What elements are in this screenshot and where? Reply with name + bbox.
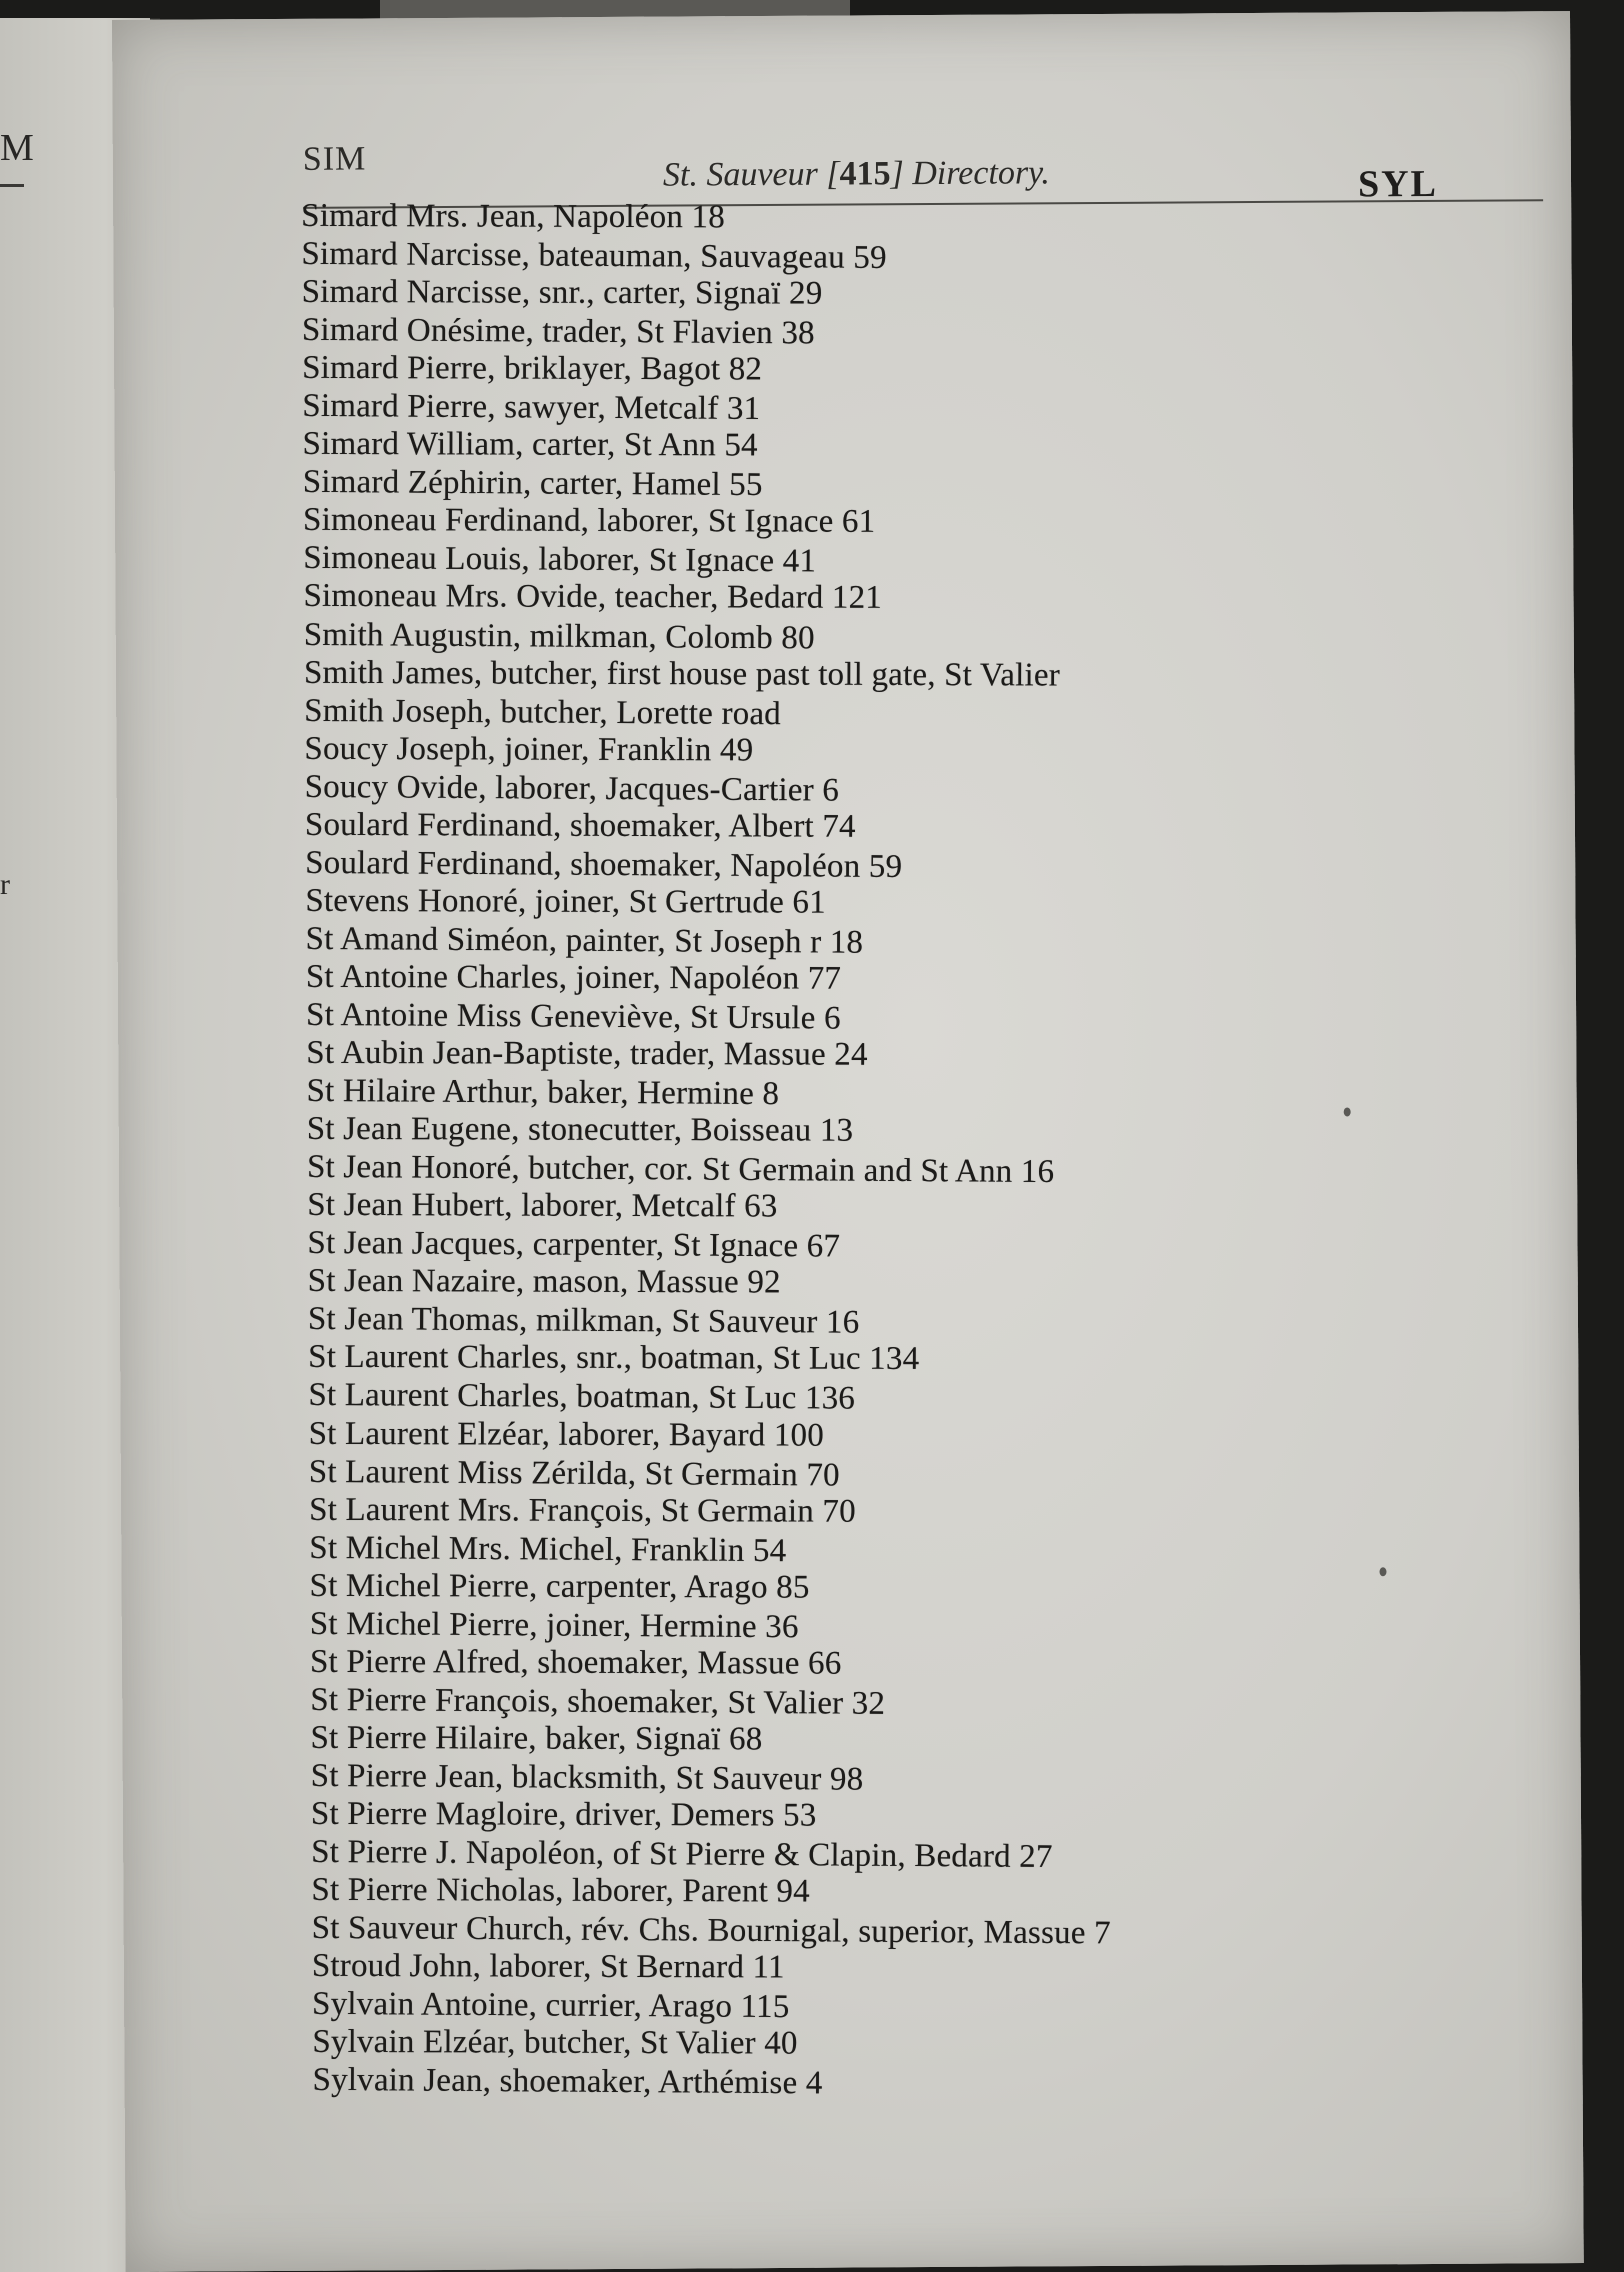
directory-entry: Soucy Joseph, joiner, Franklin 49 <box>304 730 754 769</box>
directory-entry: Simard Pierre, briklayer, Bagot 82 <box>302 350 763 388</box>
previous-page-rule <box>0 184 24 187</box>
directory-entry: St Antoine Charles, joiner, Napoléon 77 <box>305 958 842 997</box>
directory-entry: Simard Zéphirin, carter, Hamel 55 <box>302 464 763 504</box>
directory-entry: St Laurent Elzéar, laborer, Bayard 100 <box>308 1415 825 1454</box>
directory-entry: Simard Narcisse, bateauman, Sauvageau 59 <box>301 235 887 276</box>
directory-entry: Simoneau Ferdinand, laborer, St Ignace 61 <box>302 502 876 541</box>
directory-entry: Sylvain Elzéar, butcher, St Valier 40 <box>312 2024 798 2062</box>
directory-entry: St Jean Nazaire, mason, Massue 92 <box>307 1263 781 1301</box>
directory-entry: St Jean Hubert, laborer, Metcalf 63 <box>307 1187 778 1225</box>
running-head-right: SYL <box>1357 162 1439 206</box>
directory-entry: St Jean Honoré, butcher, cor. St Germain and St Ann 16 <box>306 1149 1055 1191</box>
directory-entry: St Sauveur Church, rév. Chs. Bournigal, superior, Massue 7 <box>311 1909 1111 1952</box>
directory-entry: Sylvain Jean, shoemaker, Arthémise 4 <box>312 2062 823 2102</box>
directory-entry: Simard Mrs. Jean, Napoléon 18 <box>301 197 725 236</box>
running-head-title-suffix: ] Directory. <box>890 154 1050 193</box>
directory-entry: St Laurent Mrs. François, St Germain 70 <box>309 1491 856 1530</box>
directory-entry: St Pierre Magloire, driver, Demers 53 <box>310 1795 817 1834</box>
running-head-title <box>663 154 1050 194</box>
directory-entry: St Hilaire Arthur, baker, Hermine 8 <box>306 1072 780 1113</box>
directory-entry: St Pierre Alfred, shoemaker, Massue 66 <box>309 1643 842 1682</box>
running-head-title-prefix: St. Sauveur [ <box>662 155 840 194</box>
directory-entry: St Aubin Jean-Baptiste, trader, Massue 24 <box>306 1034 868 1073</box>
directory-entry: St Jean Thomas, milkman, St Sauveur 16 <box>307 1301 860 1342</box>
directory-entry: Simard Narcisse, snr., carter, Signaï 29 <box>301 273 823 312</box>
directory-entry: St Michel Pierre, carpenter, Arago 85 <box>309 1567 810 1606</box>
running-head <box>112 11 1571 220</box>
directory-entry: Simoneau Louis, laborer, St Ignace 41 <box>303 540 817 580</box>
directory-entry: Smith Joseph, butcher, Lorette road <box>304 692 782 732</box>
directory-entry: Sylvain Antoine, currier, Arago 115 <box>311 1986 790 2026</box>
running-head-left: SIM <box>302 140 367 178</box>
directory-entry: St Laurent Charles, boatman, St Luc 136 <box>308 1377 856 1418</box>
directory-entry: St Michel Pierre, joiner, Hermine 36 <box>309 1605 799 1645</box>
paper-speck <box>1379 1567 1386 1576</box>
directory-entry: Soulard Ferdinand, shoemaker, Albert 74 <box>304 806 856 845</box>
directory-entry: St Pierre Hilaire, baker, Signaï 68 <box>310 1719 763 1758</box>
directory-entry: St Michel Mrs. Michel, Franklin 54 <box>309 1529 787 1569</box>
directory-entry: St Pierre Jean, blacksmith, St Sauveur 98 <box>310 1757 864 1798</box>
page-number: 415 <box>839 155 891 193</box>
directory-entry: Soucy Ovide, laborer, Jacques-Cartier 6 <box>304 768 840 809</box>
directory-entry: St Jean Jacques, carpenter, St Ignace 67 <box>307 1225 841 1265</box>
directory-entry: Simard William, carter, St Ann 54 <box>302 426 758 464</box>
directory-entry: St Pierre Nicholas, laborer, Parent 94 <box>311 1871 810 1910</box>
directory-entry: Smith James, butcher, first house past toll gate, St Valier <box>303 654 1060 694</box>
previous-page-margin-text: r <box>0 868 10 901</box>
directory-entry: St Laurent Miss Zérilda, St Germain 70 <box>308 1453 840 1494</box>
directory-entry: St Pierre J. Napoléon, of St Pierre & Clapin, Bedard 27 <box>311 1833 1053 1876</box>
directory-entry: Stroud John, laborer, St Bernard 11 <box>311 1947 785 1986</box>
directory-entry: St Antoine Miss Geneviève, St Ursule 6 <box>305 996 841 1037</box>
paper-speck <box>1344 1107 1351 1116</box>
directory-entry: Soulard Ferdinand, shoemaker, Napoléon 59 <box>305 844 903 885</box>
directory-entry: St Jean Eugene, stonecutter, Boisseau 13 <box>306 1110 854 1149</box>
directory-entry: Smith Augustin, milkman, Colomb 80 <box>303 616 815 656</box>
directory-entry: Simard Onésime, trader, St Flavien 38 <box>301 311 815 352</box>
directory-entry: St Amand Siméon, painter, St Joseph r 18 <box>305 920 864 961</box>
directory-entry: Simard Pierre, sawyer, Metcalf 31 <box>302 388 761 428</box>
directory-entry: Simoneau Mrs. Ovide, teacher, Bedard 121 <box>303 578 883 617</box>
previous-page-heading: M <box>0 127 34 169</box>
directory-entry: St Pierre François, shoemaker, St Valier 32 <box>310 1681 886 1722</box>
directory-entry: St Laurent Charles, snr., boatman, St Luc 134 <box>308 1339 920 1378</box>
directory-entry: Stevens Honoré, joiner, St Gertrude 61 <box>305 882 826 921</box>
directory-page <box>112 11 1584 2272</box>
directory-entries <box>301 192 1112 2102</box>
